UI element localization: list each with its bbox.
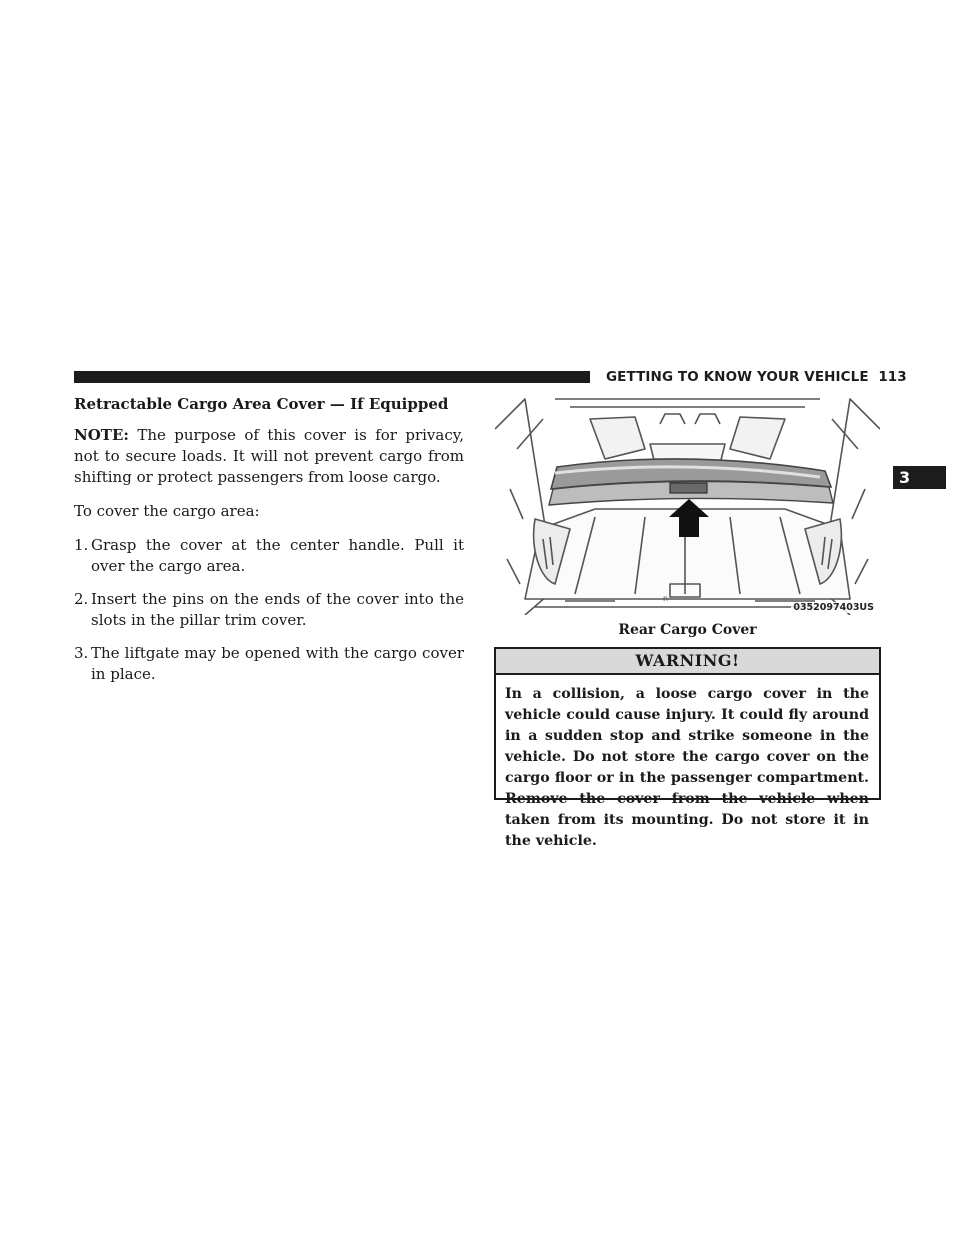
step-text: Insert the pins on the ends of the cover into the slots in the pillar trim cover. (91, 590, 464, 629)
note-paragraph (74, 425, 464, 488)
step-text: Grasp the cover at the center handle. Pull it over the cargo area. (91, 536, 464, 575)
step-number: 3. (74, 644, 89, 662)
step-item (74, 535, 464, 577)
step-number: 2. (74, 590, 89, 608)
figure-caption: Rear Cargo Cover (618, 622, 757, 638)
step-item (74, 643, 464, 685)
warning-title: WARNING! (496, 649, 879, 675)
header-rule (74, 371, 590, 383)
step-text: The liftgate may be opened with the cargo cover in place. (91, 644, 464, 683)
intro-paragraph: To cover the cargo area: (74, 502, 260, 520)
warning-text: In a collision, a loose cargo cover in the vehicle could cause injury. It could fly around in a sudden stop and strike someone in the vehicle. Do not store the cargo cover on the cargo floor or in the passenger compartment. Remove the cover from the vehicle when taken from its mounting. Do not store it in the vehicle. (505, 686, 869, 849)
cargo-area-illustration (495, 389, 880, 615)
step-number: 1. (74, 536, 89, 554)
note-label: NOTE: (74, 426, 129, 444)
chapter-tab: 3 (893, 466, 946, 489)
page-number: 113 (878, 369, 907, 385)
section-heading: Retractable Cargo Area Cover — If Equipped (74, 395, 449, 413)
body-column (74, 394, 464, 697)
cargo-cover-figure (495, 389, 880, 615)
header-section-title: GETTING TO KNOW YOUR VEHICLE (606, 369, 869, 385)
note-text: The purpose of this cover is for privacy, not to secure loads. It will not prevent cargo from shifting or protect passengers from loose cargo. (74, 426, 464, 486)
figure-id-code: 0352097403US (793, 602, 874, 613)
running-header (606, 369, 907, 385)
svg-text:n: n (663, 594, 669, 603)
warning-box (494, 647, 881, 849)
step-item (74, 589, 464, 631)
